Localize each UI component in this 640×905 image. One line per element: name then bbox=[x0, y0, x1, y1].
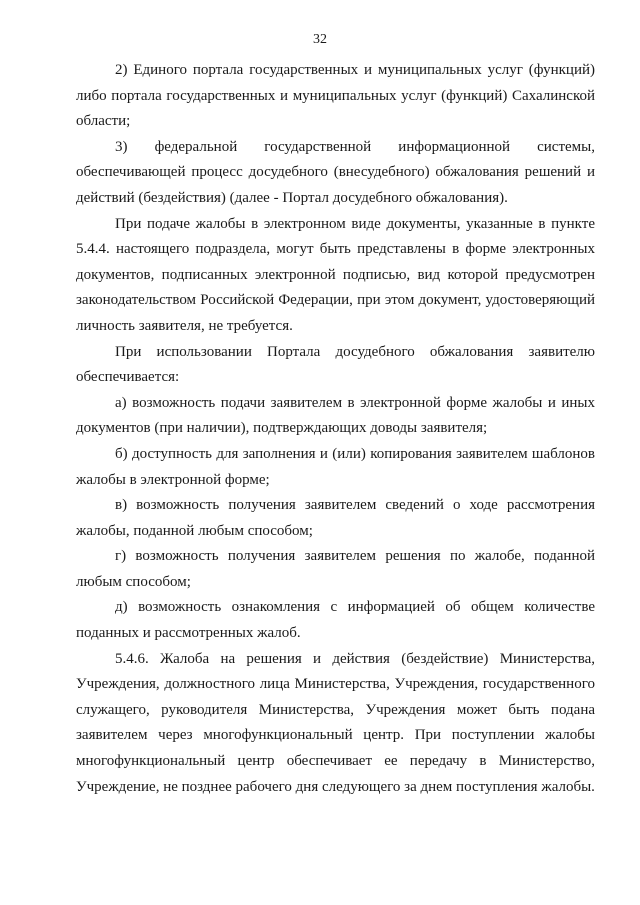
document-body bbox=[76, 58, 595, 800]
paragraph-5-4-6: 5.4.6. Жалоба на решения и действия (бездействие) Министерства, Учреждения, должностного лица Министерства, Учреждения, государственного служащего, руководителя Министерства, Учреждения может быть подана заявителем через многофункциональный центр. При поступлении жалобы многофункциональный центр обеспечивает ее передачу в Министерство, Учреждение, не позднее рабочего дня следующего за днем поступления жалобы. bbox=[76, 650, 595, 795]
list-item-a: а) возможность подачи заявителем в электронной форме жалобы и иных документов (при наличии), подтверждающих доводы заявителя; bbox=[76, 394, 595, 437]
paragraph-portal-provides: При использовании Портала досудебного обжалования заявителю обеспечивается: bbox=[76, 343, 595, 386]
page-number: 32 bbox=[313, 32, 327, 47]
list-item-g: г) возможность получения заявителем решения по жалобе, поданной любым способом; bbox=[76, 548, 595, 590]
paragraph-electronic-submission: При подаче жалобы в электронном виде документы, указанные в пункте 5.4.4. настоящего подраздела, могут быть представлены в форме электронных документов, подписанных электронной подписью, вид которой предусмотрен законодательством Российской Федерации, при этом документ, удостоверяющий личность заявителя, не требуется. bbox=[76, 215, 595, 334]
list-item-b: б) доступность для заполнения и (или) копирования заявителем шаблонов жалобы в электронной форме; bbox=[76, 445, 595, 488]
list-item-v: в) возможность получения заявителем сведений о ходе рассмотрения жалобы, поданной любым способом; bbox=[76, 497, 595, 539]
list-item-d: д) возможность ознакомления с информацией об общем количестве поданных и рассмотренных жалоб. bbox=[76, 599, 595, 642]
paragraph-portal-gosuslugi: 2) Единого портала государственных и муниципальных услуг (функций) либо портала государственных и муниципальных услуг (функций) Сахалинской области; bbox=[76, 62, 595, 130]
paragraph-portal-dosudebnogo: 3) федеральной государственной информационной системы, обеспечивающей процесс досудебного (внесудебного) обжалования решений и действий (бездействия) (далее - Портал досудебного обжалования). bbox=[76, 138, 595, 206]
